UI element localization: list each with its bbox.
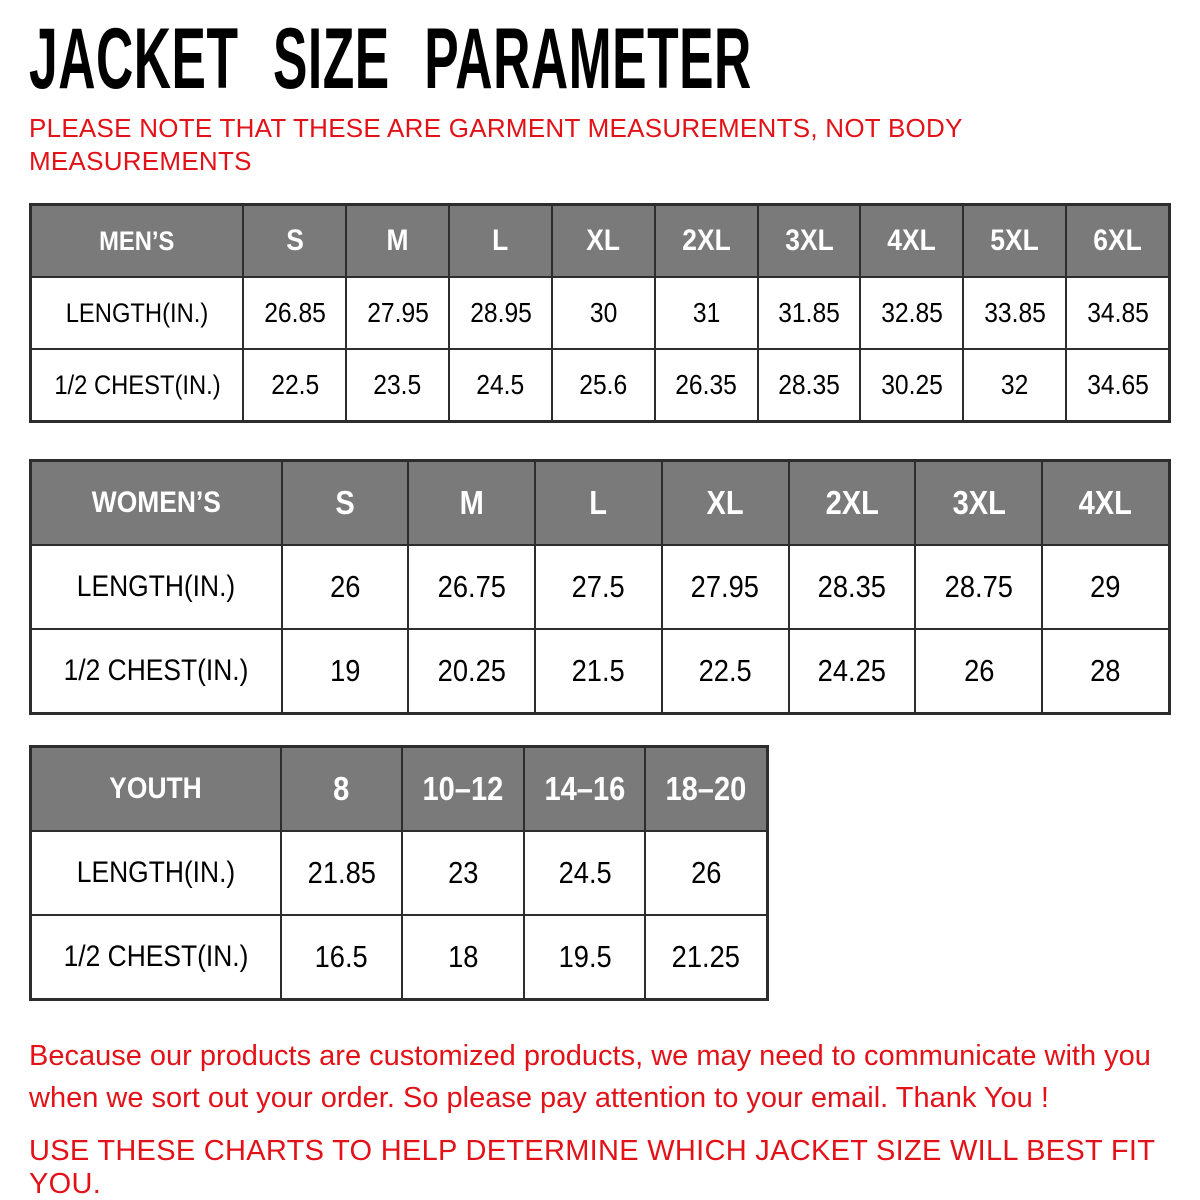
cell-text: S	[335, 484, 355, 521]
header-cell	[283, 462, 408, 544]
cell-text: 26	[329, 569, 361, 604]
row-label-cell	[32, 278, 242, 348]
cell-text: 34.85	[1086, 297, 1149, 328]
value-cell	[283, 546, 408, 628]
cell-text: XL	[586, 224, 621, 257]
value-cell	[347, 350, 448, 420]
cell-text: 28	[1090, 653, 1121, 688]
cell-text: 28.35	[778, 369, 840, 400]
value-cell	[1067, 350, 1168, 420]
value-cell	[964, 278, 1065, 348]
cell-text: 28.35	[817, 569, 887, 604]
value-cell	[861, 278, 962, 348]
value-cell	[759, 278, 860, 348]
cell-text: LENGTH(IN.)	[65, 297, 209, 328]
cell-text: 34.65	[1086, 369, 1149, 400]
value-cell	[1043, 630, 1168, 712]
header-cell	[282, 748, 402, 830]
cell-text: 14–16	[544, 770, 626, 807]
youth-size-table	[29, 745, 769, 1001]
header-cell	[244, 206, 345, 276]
cell-text: 1/2 CHEST(IN.)	[63, 654, 249, 687]
value-cell	[347, 278, 448, 348]
header-cell	[646, 748, 766, 830]
cell-text: S	[286, 224, 304, 257]
header-cell	[656, 206, 757, 276]
row-label-cell	[32, 546, 281, 628]
value-cell	[282, 916, 402, 998]
cell-text: 4XL	[1078, 484, 1133, 521]
cell-text: 26.75	[437, 569, 506, 604]
value-cell	[790, 630, 915, 712]
cell-text: M	[386, 224, 409, 257]
cell-text: 19.5	[558, 939, 612, 974]
value-cell	[663, 630, 788, 712]
cell-text: 3XL	[784, 224, 834, 257]
cell-text: 28.75	[944, 569, 1013, 604]
cell-text: M	[459, 484, 484, 521]
value-cell	[861, 350, 962, 420]
value-cell	[244, 350, 345, 420]
value-cell	[916, 546, 1041, 628]
cell-text: YOUTH	[109, 772, 203, 805]
cell-text: 26.85	[264, 297, 326, 328]
garment-measurement-note	[29, 112, 1171, 177]
cell-text: 5XL	[990, 224, 1039, 257]
header-cell	[32, 206, 242, 276]
cell-text: 21.25	[672, 939, 741, 974]
customization-notice	[29, 1035, 1171, 1119]
cell-text: 23.5	[373, 369, 422, 400]
cell-text: 29	[1090, 569, 1121, 604]
header-cell	[663, 462, 788, 544]
cell-text: 24.25	[817, 653, 887, 688]
cell-text: 26	[963, 653, 994, 688]
cell-text: 32.85	[881, 297, 943, 328]
womens-size-table	[29, 459, 1171, 715]
cell-text: 22.5	[270, 369, 319, 400]
cell-text: 6XL	[1093, 224, 1142, 257]
row-label-cell	[32, 350, 242, 420]
cell-text: 27.95	[691, 569, 760, 604]
value-cell	[656, 278, 757, 348]
cell-text: 32	[1001, 369, 1029, 400]
cell-text: LENGTH(IN.)	[76, 856, 236, 889]
header-cell	[1067, 206, 1168, 276]
header-cell	[964, 206, 1065, 276]
cell-text: 16.5	[315, 939, 369, 974]
cell-text: 30.25	[881, 369, 943, 400]
value-cell	[282, 832, 402, 914]
value-cell	[553, 350, 654, 420]
cell-text: 21.5	[571, 653, 626, 688]
value-cell	[646, 916, 766, 998]
value-cell	[790, 546, 915, 628]
cell-text: 19	[329, 653, 361, 688]
cell-text: 26.35	[675, 369, 738, 400]
header-cell	[450, 206, 551, 276]
value-cell	[656, 350, 757, 420]
cell-text: XL	[706, 484, 744, 521]
header-cell	[525, 748, 645, 830]
value-cell	[409, 546, 534, 628]
cell-text: 26	[691, 855, 722, 890]
cell-text: 20.25	[437, 653, 506, 688]
notice-line: when we sort out your order. So please pay attention to your email. Thank You !	[29, 1082, 1049, 1115]
value-cell	[409, 630, 534, 712]
cell-text: LENGTH(IN.)	[77, 570, 236, 603]
content-area	[0, 11, 1200, 1200]
header-cell	[861, 206, 962, 276]
cell-text: 25.6	[579, 369, 628, 400]
cell-text: 1/2 CHEST(IN.)	[54, 369, 221, 400]
cell-text: 21.85	[307, 855, 376, 890]
note-line: MEASUREMENTS	[29, 145, 252, 176]
row-label-cell	[32, 832, 280, 914]
header-cell	[32, 462, 281, 544]
header-cell	[1043, 462, 1168, 544]
cell-text: 24.5	[558, 855, 612, 890]
cell-text: 2XL	[825, 484, 879, 521]
value-cell	[525, 832, 645, 914]
cell-text: 10–12	[422, 770, 504, 807]
fit-advice: USE THESE CHARTS TO HELP DETERMINE WHICH JACKET SIZE WILL BEST FIT YOU.	[29, 1135, 1155, 1200]
cell-text: 27.95	[366, 297, 429, 328]
header-cell	[790, 462, 915, 544]
value-cell	[403, 916, 523, 998]
cell-text: 23	[447, 855, 479, 890]
cell-text: 3XL	[952, 484, 1006, 521]
cell-text: 8	[333, 770, 350, 807]
cell-text: 4XL	[887, 224, 937, 257]
header-cell	[403, 748, 523, 830]
cell-text: 27.5	[571, 569, 626, 604]
cell-text: 31.85	[778, 297, 840, 328]
note-line: PLEASE NOTE THAT THESE ARE GARMENT MEASUREMENTS, NOT BODY	[29, 113, 963, 143]
value-cell	[450, 278, 551, 348]
page-title	[29, 11, 1171, 107]
header-cell	[553, 206, 654, 276]
cell-text: 31	[692, 297, 720, 328]
value-cell	[1043, 546, 1168, 628]
value-cell	[964, 350, 1065, 420]
cell-text: 18–20	[665, 770, 747, 807]
row-label-cell	[32, 916, 280, 998]
value-cell	[1067, 278, 1168, 348]
value-cell	[536, 630, 661, 712]
cell-text: 18	[447, 939, 479, 974]
value-cell	[916, 630, 1041, 712]
header-cell	[32, 748, 280, 830]
notice-line: Because our products are customized products, we may need to communicate with you	[29, 1040, 1151, 1072]
cell-text: 30	[589, 297, 618, 328]
cell-text: 24.5	[476, 369, 525, 400]
value-cell	[536, 546, 661, 628]
mens-size-table	[29, 203, 1171, 423]
row-label-cell	[32, 630, 281, 712]
cell-text: 1/2 CHEST(IN.)	[63, 940, 249, 973]
value-cell	[759, 350, 860, 420]
value-cell	[403, 832, 523, 914]
header-cell	[536, 462, 661, 544]
cell-text: MEN’S	[99, 225, 175, 256]
value-cell	[646, 832, 766, 914]
cell-text: WOMEN’S	[91, 486, 221, 519]
cell-text: 22.5	[698, 653, 752, 688]
cell-text: L	[589, 484, 608, 521]
page-title-text: JACKET SIZE PARAMETER	[29, 11, 752, 107]
value-cell	[663, 546, 788, 628]
header-cell	[409, 462, 534, 544]
header-cell	[759, 206, 860, 276]
cell-text: 2XL	[682, 224, 731, 257]
value-cell	[450, 350, 551, 420]
cell-text: 33.85	[983, 297, 1046, 328]
header-cell	[916, 462, 1041, 544]
value-cell	[525, 916, 645, 998]
value-cell	[283, 630, 408, 712]
header-cell	[347, 206, 448, 276]
cell-text: 28.95	[469, 297, 532, 328]
value-cell	[244, 278, 345, 348]
value-cell	[553, 278, 654, 348]
cell-text: L	[492, 224, 509, 257]
